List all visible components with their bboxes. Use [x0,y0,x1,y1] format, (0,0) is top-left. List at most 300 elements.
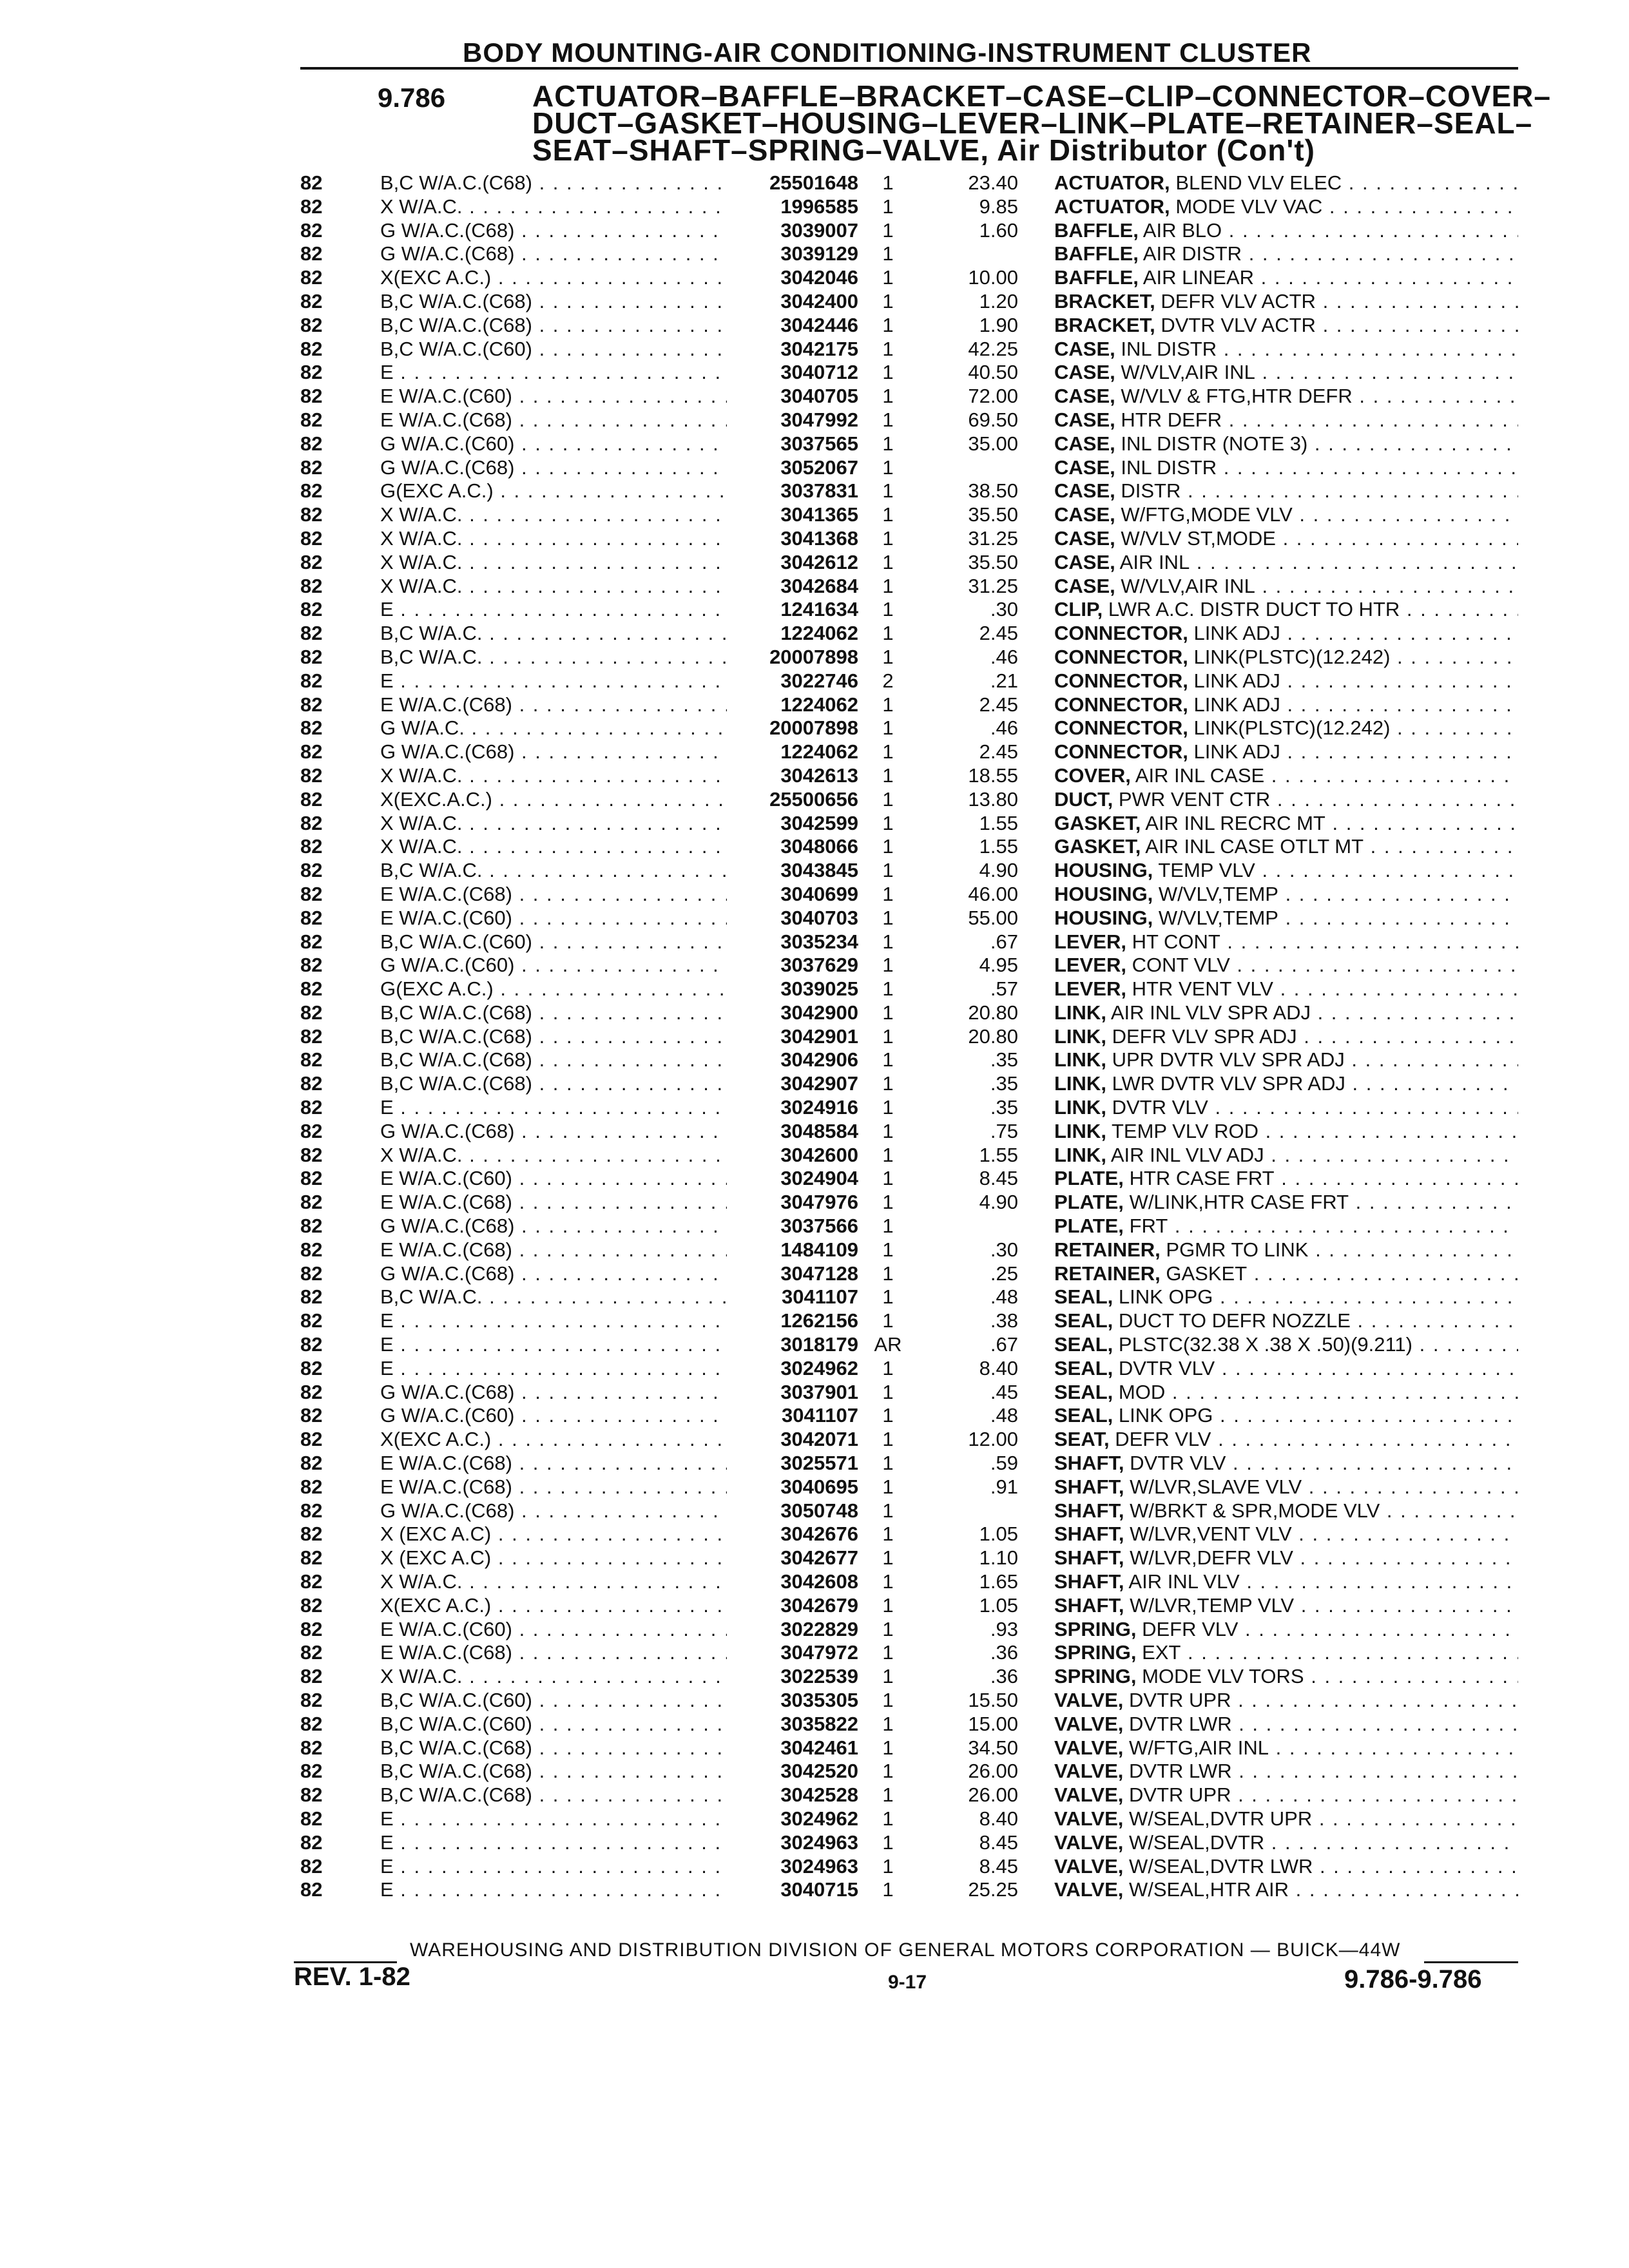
item-name: SHAFT, [1054,1546,1124,1570]
description-cell [1054,1713,1518,1736]
model-cell: E W/A.C.(C68) . . . [380,1475,728,1499]
part-number-cell: 3022829 [727,1618,858,1642]
quantity-cell: 1 [882,645,894,668]
price-cell: 8.45 [979,1831,1018,1854]
item-name: VALVE, [1054,1831,1124,1854]
description-cell [1054,812,1518,836]
model-cell: B,C W/A.C.(C68) . . . [380,171,728,195]
year-cell: 82 [300,479,323,503]
price-cell: 18.55 [968,764,1018,787]
quantity-cell: 1 [882,1001,894,1024]
item-detail: INL DISTR [1121,337,1217,360]
quantity-cell: 1 [882,171,894,194]
item-detail: AIR INL CASE OTLT MT [1145,835,1364,858]
model-cell: X W/A.C. . . . [380,575,728,599]
price-cell: 8.40 [979,1356,1018,1379]
price-cell: 23.40 [968,171,1018,194]
description-cell [1054,1641,1518,1665]
table-row [0,527,1629,551]
year-cell: 82 [300,1712,323,1735]
year-cell: 82 [300,1546,323,1570]
item-detail: DVTR VLV ACTR [1161,313,1316,336]
part-number-cell: 3047976 [727,1191,858,1215]
item-name: VALVE, [1054,1783,1124,1807]
item-detail: MOD [1118,1380,1166,1403]
model-cell: E W/A.C.(C68) . . . [380,1238,728,1262]
price-cell: .75 [990,1119,1018,1142]
part-number-cell: 3040715 [727,1878,858,1902]
part-number-cell: 3047972 [727,1641,858,1665]
description-cell [1054,1499,1518,1523]
price-cell: .35 [990,1096,1018,1119]
year-cell: 82 [300,882,323,905]
quantity-cell: 1 [882,1854,894,1878]
table-row [0,575,1629,599]
item-name: LEVER, [1054,977,1126,1001]
item-detail: DEFR VLV [1142,1617,1239,1640]
part-number-cell: 3037831 [727,479,858,503]
year-cell: 82 [300,432,323,455]
item-detail: HT CONT [1132,930,1220,953]
quantity-cell: 1 [882,1475,894,1498]
quantity-cell: 1 [882,526,894,550]
part-number-cell: 3050748 [727,1499,858,1523]
model-cell: E . . . [380,1807,728,1831]
item-detail: W/VLV & FTG,HTR DEFR [1121,385,1353,408]
quantity-cell: 1 [882,1831,894,1854]
table-row [0,812,1629,836]
item-detail: W/LVR,DEFR VLV [1130,1546,1293,1570]
part-number-cell: 1224062 [727,740,858,764]
price-cell: 9.85 [979,195,1018,218]
quantity-cell: 1 [882,361,894,384]
table-row [0,1594,1629,1618]
model-cell: B,C W/A.C.(C68) . . . [380,1783,728,1807]
year-cell: 82 [300,1878,323,1901]
section-number: 9.786 [378,82,446,113]
quantity-cell: 1 [882,242,894,265]
footer-revision: REV. 1-82 [294,1963,410,1991]
item-name: SPRING, [1054,1617,1137,1640]
model-cell: B,C W/A.C.(C68) . . . [380,1025,728,1049]
model-cell: G(EXC A.C.) . . . [380,479,728,503]
item-detail: EXT [1142,1641,1181,1664]
item-detail: TEMP VLV ROD [1112,1119,1258,1142]
table-row [0,1025,1629,1049]
year-cell: 82 [300,1641,323,1664]
model-cell: E . . . [380,1096,728,1120]
quantity-cell: 1 [882,1096,894,1119]
table-row [0,1333,1629,1357]
year-cell: 82 [300,977,323,1001]
price-cell: 69.50 [968,408,1018,431]
part-number-cell: 3024963 [727,1831,858,1855]
page-header-title: BODY MOUNTING-AIR CONDITIONING-INSTRUMENT CLUSTER [463,37,1312,68]
model-cell: E . . . [380,669,728,693]
year-cell: 82 [300,526,323,550]
quantity-cell: 1 [882,1878,894,1901]
model-cell: B,C W/A.C. . . . [380,646,728,669]
footer-page-number: 9-17 [888,1972,927,1993]
model-cell: B,C W/A.C.(C60) . . . [380,1713,728,1736]
quantity-cell: 1 [882,456,894,479]
year-cell: 82 [300,811,323,834]
model-cell: X W/A.C. . . . [380,764,728,788]
part-number-cell: 3039025 [727,977,858,1001]
description-cell [1054,1025,1518,1049]
item-detail: PLSTC(32.38 X .38 X .50)(9.211) [1118,1333,1412,1356]
part-number-cell: 3041368 [727,527,858,551]
table-row [0,859,1629,883]
table-row [0,171,1629,195]
item-name: PLATE, [1054,1167,1124,1190]
quantity-cell: 1 [882,289,894,312]
price-cell: .46 [990,645,1018,668]
part-number-cell: 3024962 [727,1357,858,1381]
table-row [0,456,1629,480]
table-row [0,883,1629,907]
item-detail: LINK ADJ [1193,669,1280,692]
year-cell: 82 [300,1096,323,1119]
item-detail: DVTR UPR [1129,1783,1231,1807]
quantity-cell: 1 [882,1309,894,1332]
table-row [0,1262,1629,1286]
item-detail: LINK OPG [1118,1404,1213,1427]
price-cell: 35.50 [968,550,1018,573]
year-cell: 82 [300,1333,323,1356]
description-cell [1054,242,1518,266]
price-cell: .35 [990,1048,1018,1072]
table-row [0,1689,1629,1713]
year-cell: 82 [300,1736,323,1759]
table-row [0,646,1629,669]
item-detail: DUCT TO DEFR NOZZLE [1118,1309,1351,1332]
description-cell [1054,693,1518,717]
item-name: LINK, [1054,1024,1106,1048]
table-row [0,1713,1629,1736]
table-row [0,219,1629,243]
part-number-cell: 20007898 [727,716,858,740]
table-row [0,1191,1629,1215]
price-cell: .21 [990,669,1018,692]
part-number-cell: 3024904 [727,1167,858,1191]
model-cell: B,C W/A.C.(C60) . . . [380,930,728,954]
year-cell: 82 [300,337,323,360]
item-detail: LWR DVTR VLV SPR ADJ [1112,1072,1345,1095]
quantity-cell: 1 [882,1736,894,1759]
year-cell: 82 [300,906,323,929]
year-cell: 82 [300,1001,323,1024]
model-cell: E W/A.C.(C68) . . . [380,1191,728,1215]
item-name: SHAFT, [1054,1452,1124,1475]
model-cell: B,C W/A.C. . . . [380,859,728,883]
table-row [0,1546,1629,1570]
price-cell: .48 [990,1404,1018,1427]
quantity-cell: 1 [882,385,894,408]
item-name: LINK, [1054,1048,1106,1072]
item-detail: W/VLV,TEMP [1158,906,1278,929]
model-cell: E W/A.C.(C60) . . . [380,907,728,930]
description-cell [1054,1855,1518,1879]
model-cell: X(EXC A.C.) . . . [380,1428,728,1452]
item-name: GASKET, [1054,835,1141,858]
table-row [0,1048,1629,1072]
item-detail: DVTR VLV [1112,1096,1208,1119]
quantity-cell: 1 [882,1499,894,1522]
part-number-cell: 1224062 [727,693,858,717]
item-detail: MODE VLV VAC [1175,195,1323,218]
item-detail: W/SEAL,HTR AIR [1129,1878,1289,1901]
part-number-cell: 3037629 [727,954,858,977]
model-cell: G W/A.C.(C60) . . . [380,1404,728,1428]
part-number-cell: 3018179 [727,1333,858,1357]
description-cell [1054,1191,1518,1215]
part-number-cell: 3042906 [727,1048,858,1072]
footer-section-range: 9.786-9.786 [1344,1965,1482,1994]
description-cell [1054,1618,1518,1642]
model-cell: B,C W/A.C. . . . [380,622,728,646]
quantity-cell: 1 [882,313,894,336]
year-cell: 82 [300,622,323,645]
year-cell: 82 [300,787,323,811]
description-cell [1054,1546,1518,1570]
year-cell: 82 [300,1854,323,1878]
item-detail: AIR INL [1119,550,1190,573]
quantity-cell: 1 [882,1191,894,1214]
part-number-cell: 3042612 [727,551,858,575]
description-cell [1054,669,1518,693]
price-cell: 25.25 [968,1878,1018,1901]
footer-organization: WAREHOUSING AND DISTRIBUTION DIVISION OF GENERAL MOTORS CORPORATION — BUICK—44W [410,1939,1401,1961]
item-detail: LINK OPG [1118,1285,1213,1309]
item-detail: CONT VLV [1132,954,1230,977]
item-name: VALVE, [1054,1807,1124,1830]
price-cell: .59 [990,1452,1018,1475]
year-cell: 82 [300,740,323,764]
price-cell: 26.00 [968,1783,1018,1807]
quantity-cell: 1 [882,693,894,716]
description-cell [1054,835,1518,859]
item-detail: AIR BLO [1142,218,1222,242]
part-number-cell: 3042901 [727,1025,858,1049]
year-cell: 82 [300,1428,323,1451]
item-name: LINK, [1054,1096,1106,1119]
table-row [0,1144,1629,1168]
description-cell [1054,1807,1518,1831]
table-row [0,1428,1629,1452]
item-detail: LINK ADJ [1193,693,1280,716]
price-cell: 31.25 [968,574,1018,597]
quantity-cell: 1 [882,1807,894,1830]
year-cell: 82 [300,1167,323,1190]
quantity-cell: 1 [882,1689,894,1711]
year-cell: 82 [300,1452,323,1475]
quantity-cell: 1 [882,1546,894,1570]
model-cell: X W/A.C. . . . [380,527,728,551]
year-cell: 82 [300,693,323,716]
table-row [0,1878,1629,1902]
table-row [0,1499,1629,1523]
year-cell: 82 [300,1475,323,1498]
year-cell: 82 [300,1783,323,1807]
item-name: PLATE, [1054,1191,1124,1214]
item-name: SEAT, [1054,1428,1110,1451]
item-detail: W/VLV ST,MODE [1121,526,1276,550]
item-detail: W/SEAL,DVTR UPR [1129,1807,1313,1830]
item-name: LINK, [1054,1143,1106,1166]
price-cell: .30 [990,598,1018,621]
year-cell: 82 [300,1689,323,1711]
year-cell: 82 [300,266,323,289]
item-detail: W/LVR,VENT VLV [1130,1523,1292,1546]
item-name: VALVE, [1054,1712,1124,1735]
price-cell: .25 [990,1262,1018,1285]
quantity-cell: 1 [882,1167,894,1190]
model-cell: E . . . [380,1357,728,1381]
quantity-cell: 1 [882,1380,894,1403]
description-cell [1054,740,1518,764]
description-cell [1054,1238,1518,1262]
quantity-cell: 1 [882,1617,894,1640]
price-cell: .30 [990,1238,1018,1261]
quantity-cell: 1 [882,1048,894,1072]
year-cell: 82 [300,550,323,573]
item-name: LINK, [1054,1001,1106,1024]
item-detail: DEFR VLV ACTR [1161,289,1316,312]
part-number-cell: 3024963 [727,1855,858,1879]
part-number-cell: 3042528 [727,1783,858,1807]
part-number-cell: 3042907 [727,1072,858,1096]
part-number-cell: 3024962 [727,1807,858,1831]
quantity-cell: 1 [882,1072,894,1095]
item-name: LEVER, [1054,954,1126,977]
table-row [0,907,1629,930]
year-cell: 82 [300,1807,323,1830]
quantity-cell: 1 [882,1356,894,1379]
part-number-cell: 3047992 [727,408,858,432]
description-cell [1054,503,1518,527]
table-row [0,930,1629,954]
quantity-cell: 1 [882,764,894,787]
part-number-cell: 25500656 [727,788,858,812]
model-cell: G W/A.C.(C68) . . . [380,1381,728,1405]
item-detail: HTR DEFR [1121,408,1222,431]
price-cell: 34.50 [968,1736,1018,1759]
price-cell: 4.90 [979,859,1018,882]
item-name: SEAL, [1054,1356,1113,1379]
model-cell: G W/A.C.(C68) . . . [380,740,728,764]
price-cell: .36 [990,1665,1018,1688]
table-row [0,1736,1629,1760]
part-number-cell: 3037901 [727,1381,858,1405]
table-row [0,432,1629,456]
price-cell: .67 [990,930,1018,953]
year-cell: 82 [300,1215,323,1238]
item-name: CASE, [1054,479,1115,503]
model-cell: B,C W/A.C.(C68) . . . [380,1736,728,1760]
quantity-cell: 1 [882,622,894,645]
quantity-cell: 1 [882,1665,894,1688]
section-heading [532,79,1551,167]
item-name: HOUSING, [1054,859,1153,882]
year-cell: 82 [300,1072,323,1095]
model-cell: E . . . [380,1309,728,1333]
table-row [0,1001,1629,1025]
price-cell: 1.05 [979,1523,1018,1546]
item-name: RETAINER, [1054,1238,1161,1261]
quantity-cell: 1 [882,1570,894,1593]
item-name: CASE, [1054,574,1115,597]
price-cell: 15.50 [968,1689,1018,1711]
model-cell: X(EXC.A.C.) . . . [380,788,728,812]
description-cell [1054,1144,1518,1168]
part-number-cell: 3042613 [727,764,858,788]
model-cell: X(EXC A.C.) . . . [380,1594,728,1618]
price-cell: 1.65 [979,1570,1018,1593]
part-number-cell: 3042175 [727,338,858,361]
part-number-cell: 3048584 [727,1120,858,1144]
part-number-cell: 3042600 [727,1144,858,1168]
year-cell: 82 [300,1499,323,1522]
part-number-cell: 3043845 [727,859,858,883]
quantity-cell: 2 [882,669,894,692]
table-row [0,693,1629,717]
price-cell: 12.00 [968,1428,1018,1451]
year-cell: 82 [300,1760,323,1783]
model-cell: X (EXC A.C) . . . [380,1523,728,1546]
table-row [0,1309,1629,1333]
model-cell: G W/A.C.(C68) . . . [380,1499,728,1523]
part-number-cell: 3037566 [727,1215,858,1238]
model-cell: X W/A.C. . . . [380,1665,728,1689]
item-name: LINK, [1054,1072,1106,1095]
table-row [0,764,1629,788]
part-number-cell: 1224062 [727,622,858,646]
item-name: CASE, [1054,337,1115,360]
year-cell: 82 [300,242,323,265]
description-cell [1054,1096,1518,1120]
item-detail: LINK ADJ [1193,622,1280,645]
year-cell: 82 [300,1831,323,1854]
price-cell: 8.40 [979,1807,1018,1830]
year-cell: 82 [300,1285,323,1309]
model-cell: X W/A.C. . . . [380,812,728,836]
item-name: CASE, [1054,456,1115,479]
quantity-cell: 1 [882,598,894,621]
quantity-cell: 1 [882,503,894,526]
item-detail: LINK(PLSTC)(12.242) [1193,716,1391,740]
table-row [0,503,1629,527]
item-name: VALVE, [1054,1736,1124,1759]
description-cell [1054,788,1518,812]
item-detail: TEMP VLV [1158,859,1255,882]
item-name: SEAL, [1054,1285,1113,1309]
quantity-cell: AR [874,1333,902,1356]
item-detail: HTR VENT VLV [1132,977,1273,1001]
model-cell: B,C W/A.C.(C68) . . . [380,1001,728,1025]
description-cell [1054,1570,1518,1594]
item-detail: W/LVR,TEMP VLV [1130,1593,1295,1617]
quantity-cell: 1 [882,479,894,503]
description-cell [1054,1072,1518,1096]
item-detail: LWR A.C. DISTR DUCT TO HTR [1108,598,1400,621]
table-row [0,1357,1629,1381]
quantity-cell: 1 [882,1215,894,1238]
table-row [0,669,1629,693]
model-cell: G W/A.C.(C68) . . . [380,1120,728,1144]
item-detail: PWR VENT CTR [1118,787,1271,811]
item-name: CASE, [1054,408,1115,431]
